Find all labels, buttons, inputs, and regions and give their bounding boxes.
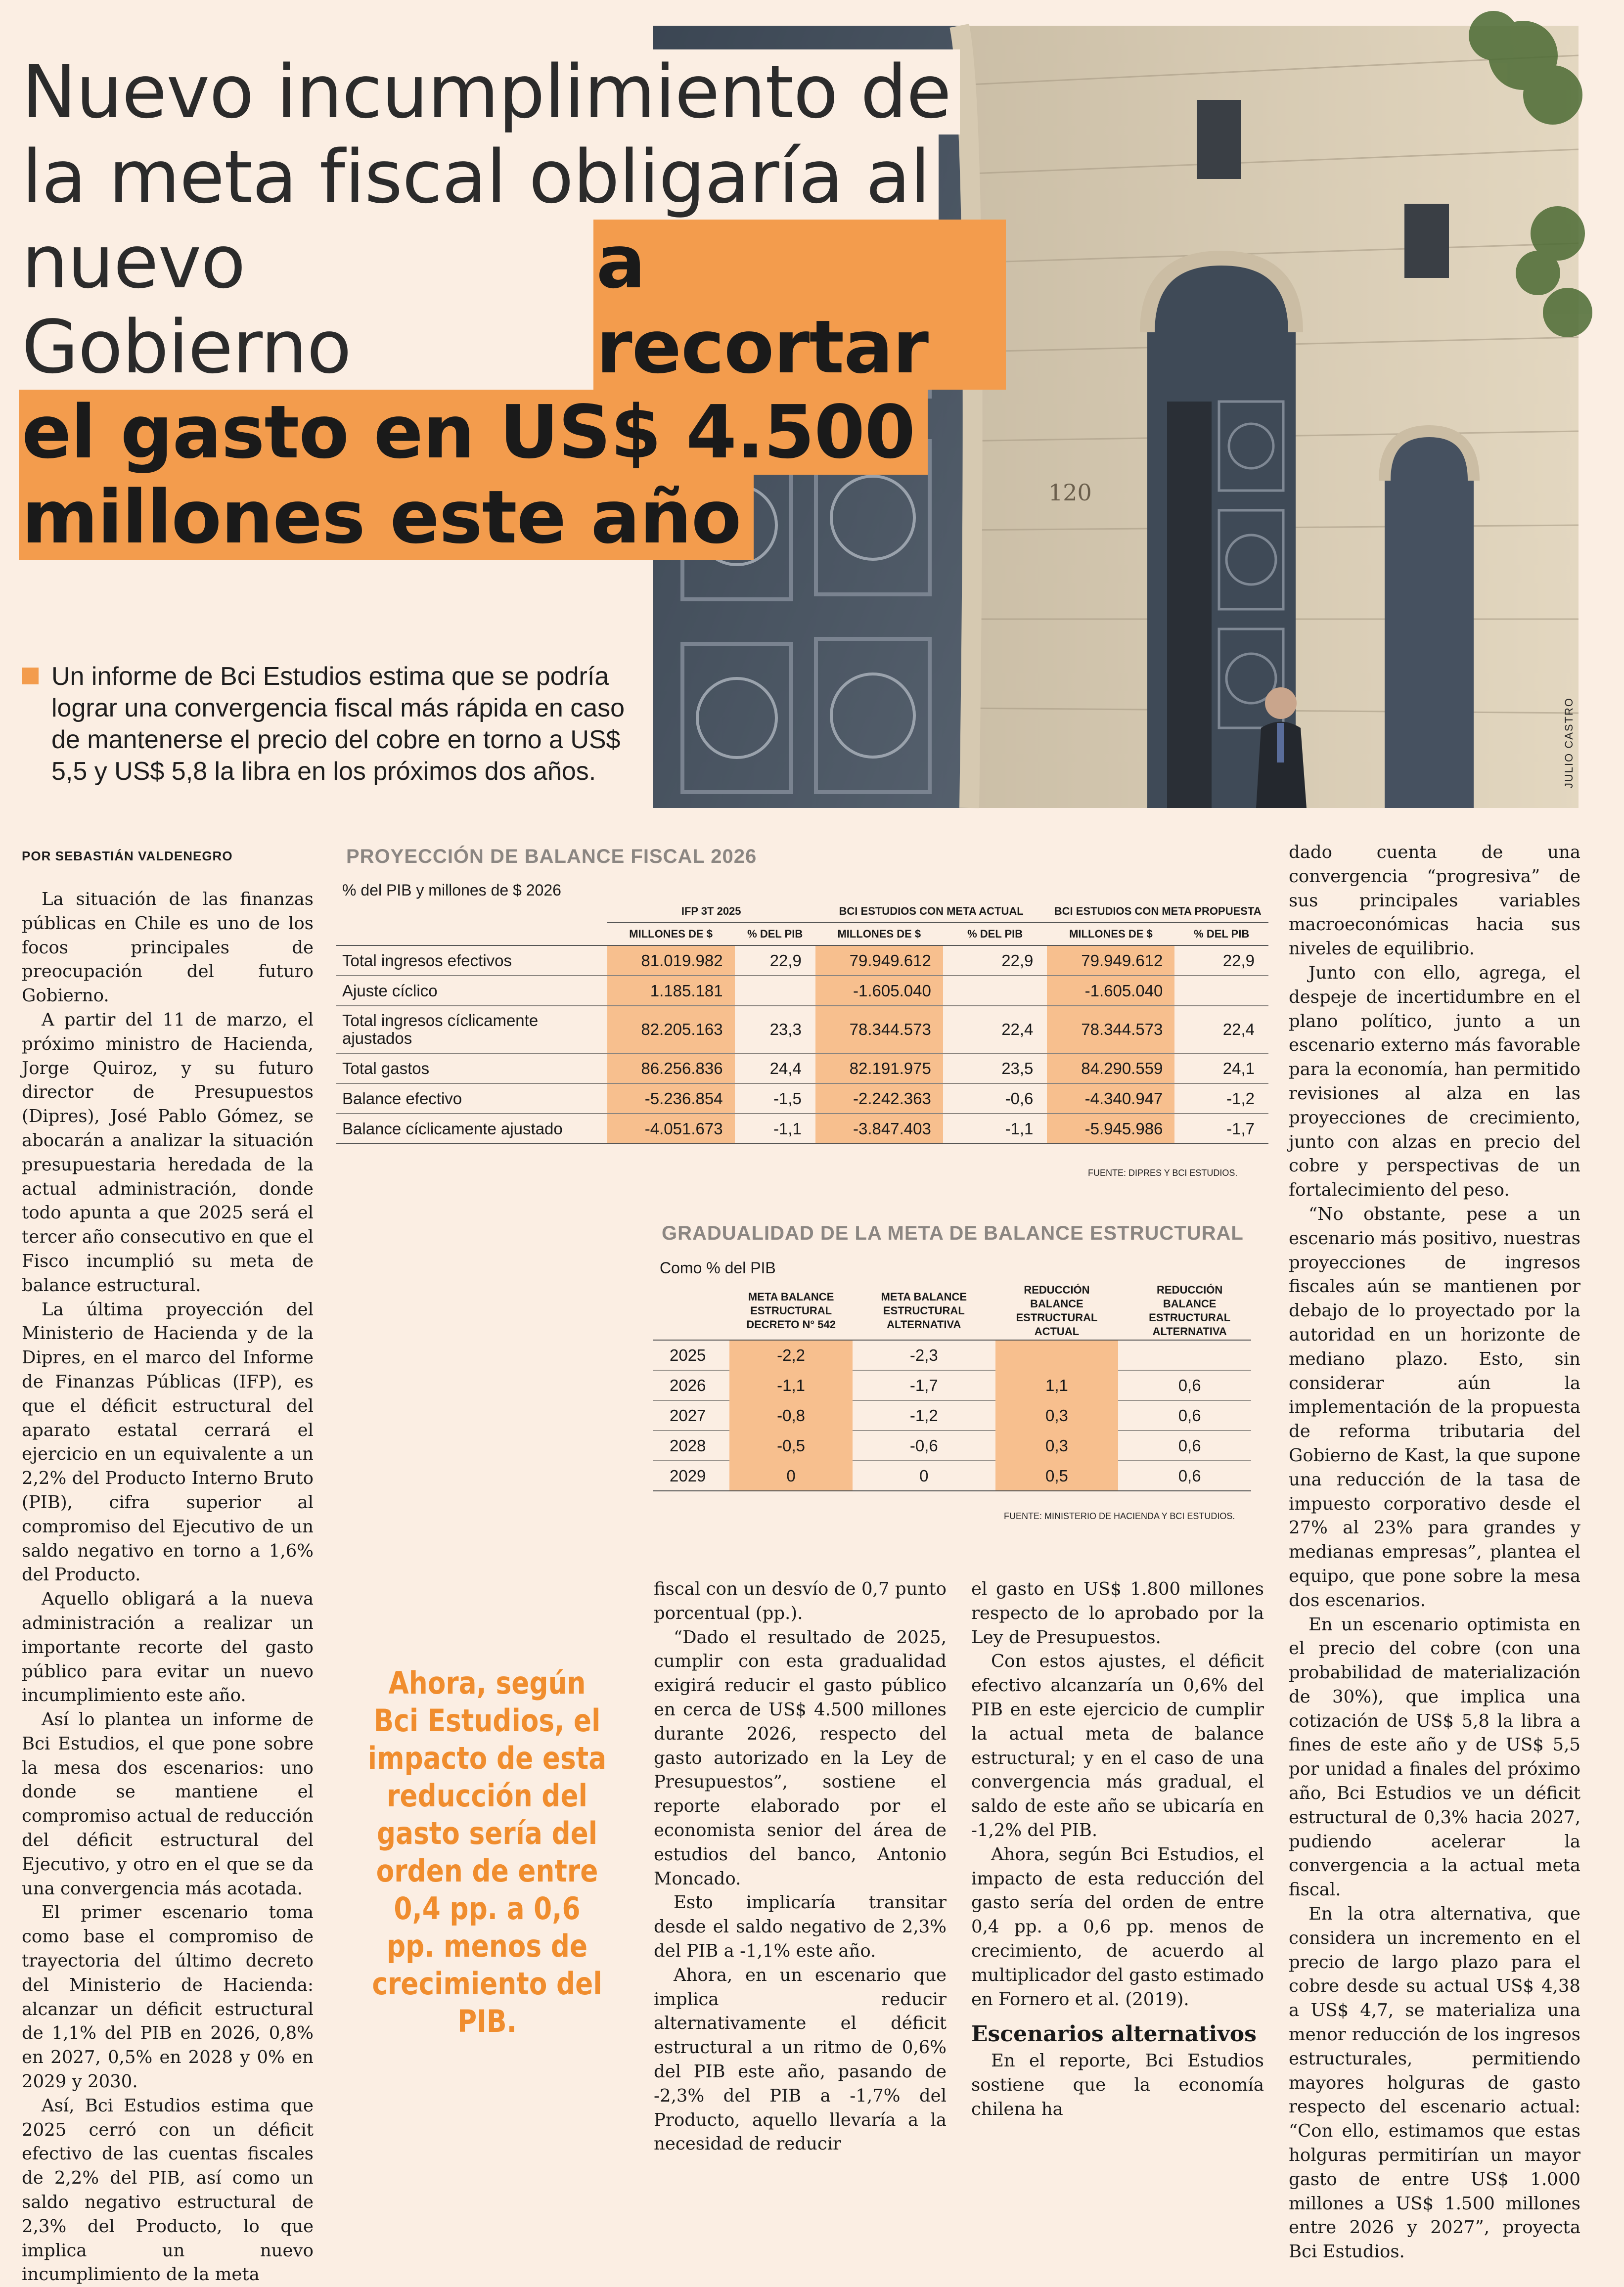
table1-group-header: BCI ESTUDIOS CON META ACTUAL (839, 904, 1024, 917)
table-cell: -1.605.040 (1047, 976, 1174, 1006)
table-cell: 23,5 (943, 1053, 1047, 1083)
door-number: 120 (1048, 479, 1092, 506)
table-cell: 1.185.181 (607, 976, 735, 1006)
table-cell: 22,4 (943, 1006, 1047, 1053)
table-cell (995, 1340, 1119, 1370)
photo-credit: JULIO CASTRO (1563, 697, 1575, 788)
table-cell: 0 (729, 1461, 853, 1491)
headline-line-2: la meta fiscal obligaría al (22, 135, 939, 220)
table-cell (735, 976, 815, 1006)
table-cell: 24,1 (1174, 1053, 1268, 1083)
paragraph: Ahora, en un escenario que implica reducir alternativamente el déficit estructural a un ritmo de 0,6% del PIB este año, pasando de -2,3% del PIB a -1,7% del Producto, aquello llevaría a la necesidad de reducir (654, 1965, 947, 2154)
table-cell (1128, 1340, 1251, 1370)
table-cell: 0,6 (1128, 1461, 1251, 1491)
table-cell: 22,9 (943, 945, 1047, 976)
table-row (336, 945, 1268, 976)
paragraph: “Dado el resultado de 2025, cumplir con esta gradualidad exigirá reducir el gasto público en cerca de US$ 4.500 millones durante 2026, respecto del gasto autorizado en la Ley de Presupuestos”, sostiene el reporte elaborado por el economista senior del área de estudios del banco, Antonio Moncado. (654, 1627, 947, 1889)
table2-column-header: META BALANCE ESTRUCTURAL ALTERNATIVA (881, 1290, 967, 1331)
table-cell: -4.051.673 (607, 1114, 735, 1144)
table-row (336, 1083, 1268, 1114)
headline (22, 49, 1006, 560)
row-label: Total gastos (336, 1053, 607, 1083)
paragraph: Así, Bci Estudios estima que 2025 cerró con un déficit efectivo de las cuentas fiscales de 2,2% del PIB, así como un saldo negativo estructural de 2,3% del Producto, lo que implica un nuevo incumplimiento de la meta (22, 2095, 314, 2285)
table-row (653, 1370, 1251, 1400)
table-cell: 0 (862, 1461, 986, 1491)
table-cell: 0,6 (1128, 1431, 1251, 1461)
year-label: 2028 (653, 1431, 729, 1461)
table2-subtitle: Como % del PIB (660, 1259, 776, 1277)
table-cell: 22,9 (1174, 945, 1268, 976)
table-cell: 23,3 (735, 1006, 815, 1053)
fiscal-balance-table (336, 900, 1268, 1144)
table-cell: 79.949.612 (815, 945, 943, 976)
row-label: Balance efectivo (336, 1083, 607, 1114)
table1-column-header: % DEL PIB (943, 923, 1047, 945)
table-row (653, 1340, 1251, 1370)
year-label: 2029 (653, 1461, 729, 1491)
table1-column-header: MILLONES DE $ (1047, 923, 1174, 945)
table-cell: 22,4 (1174, 1006, 1268, 1053)
table-cell: 84.290.559 (1047, 1053, 1174, 1083)
table-cell: 78.344.573 (1047, 1006, 1174, 1053)
table-cell: -3.847.403 (815, 1114, 943, 1144)
table2-column-header: REDUCCIÓN BALANCE ESTRUCTURAL ALTERNATIVA (1149, 1283, 1231, 1338)
table-cell (943, 976, 1047, 1006)
headline-line-3-plain: nuevo Gobierno (22, 220, 593, 390)
table-cell: -2,2 (729, 1340, 853, 1370)
table-cell (1174, 976, 1268, 1006)
table-cell: 0,5 (995, 1461, 1119, 1491)
table-cell: 0,3 (995, 1400, 1119, 1431)
table-cell: -1.605.040 (815, 976, 943, 1006)
body-column-3 (971, 1577, 1264, 2122)
row-label: Total ingresos efectivos (336, 945, 607, 976)
table-cell: -2,3 (862, 1340, 986, 1370)
table1-column-header: % DEL PIB (735, 923, 815, 945)
table1-subtitle: % del PIB y millones de $ 2026 (342, 881, 561, 899)
table-cell: -5.945.986 (1047, 1114, 1174, 1144)
paragraph: fiscal con un desvío de 0,7 punto porcentual (pp.). (654, 1579, 947, 1623)
table-cell: 82.191.975 (815, 1053, 943, 1083)
headline-highlight-2: el gasto en US$ 4.500 (19, 390, 928, 475)
row-label: Total ingresos cíclicamente ajustados (336, 1006, 607, 1053)
table2-column-header: REDUCCIÓN BALANCE ESTRUCTURAL ACTUAL (1016, 1283, 1098, 1338)
paragraph: En el reporte, Bci Estudios sostiene que la economía chilena ha (971, 2051, 1264, 2119)
table-cell: -1,7 (1174, 1114, 1268, 1144)
subheading: Escenarios alternativos (971, 2021, 1257, 2047)
table2-column-header: META BALANCE ESTRUCTURAL DECRETO N° 542 (746, 1290, 836, 1331)
table1-column-header: MILLONES DE $ (815, 923, 943, 945)
table-cell: 78.344.573 (815, 1006, 943, 1053)
table-cell: -2.242.363 (815, 1083, 943, 1114)
table-cell: -1,2 (1174, 1083, 1268, 1114)
table-row (653, 1400, 1251, 1431)
table-cell: -1,1 (943, 1114, 1047, 1144)
table-cell: 82.205.163 (607, 1006, 735, 1053)
table-cell: 0,6 (1128, 1400, 1251, 1431)
paragraph: La situación de las finanzas públicas en Chile es uno de los focos principales de preocupación del futuro Gobierno. (22, 889, 314, 1006)
paragraph: Así lo plantea un informe de Bci Estudios, el que pone sobre la mesa dos escenarios: uno donde se mantiene el compromiso actual de reducción del déficit estructural del Ejecutivo, y otro en el que se da una convergencia más acotada. (22, 1709, 314, 1899)
table-row (653, 1461, 1251, 1491)
paragraph: En un escenario optimista en el precio del cobre (con una probabilidad de materialización de 30%), que implica una cotización de US$ 5,8 la libra a fines de este año y de US$ 5,5 por unidad a finales del próximo año, Bci Estudios ve un déficit estructural de 0,3% hacia 2027, pudiendo acelerar la convergencia a la actual meta fiscal. (1289, 1614, 1580, 1900)
table-cell: 0,6 (1128, 1370, 1251, 1400)
table-cell: 86.256.836 (607, 1053, 735, 1083)
paragraph: La última proyección del Ministerio de Hacienda y de la Dipres, en el marco del Informe de Finanzas Públicas (IFP), es que el déficit estructural del aparato estatal cerrará el ejercicio en un equivalente a un 2,2% del Producto Interno Bruto (PIB), cifra superior al compromiso del Ejecutivo de un saldo negativo en torno a 1,6% del Producto. (22, 1299, 314, 1585)
table1-group-header: IFP 3T 2025 (681, 904, 741, 917)
table-cell: 79.949.612 (1047, 945, 1174, 976)
table2-title: GRADUALIDAD DE LA META DE BALANCE ESTRUCTURAL (662, 1222, 1244, 1244)
deck (22, 661, 625, 787)
headline-line-1: Nuevo incumplimiento de (22, 49, 960, 135)
paragraph: El primer escenario toma como base el compromiso de trayectoria del último decreto del Ministerio de Hacienda: alcanzar un déficit estructural de 1,1% del PIB en 2026, 0,8% en 2027, 0,5% en 2028 y 0% en 2029 y 2030. (22, 1902, 314, 2092)
paragraph: Aquello obligará a la nueva administración a realizar un importante recorte del gasto público para evitar un nuevo incumplimiento este año. (22, 1589, 314, 1706)
table-cell: 81.019.982 (607, 945, 735, 976)
table-cell: -0,6 (943, 1083, 1047, 1114)
paragraph: Ahora, según Bci Estudios, el impacto de esta reducción del gasto sería del orden de entre 0,4 pp. a 0,6 pp. menos de crecimiento, de acuerdo al multiplicador del gasto estimado en Fornero et al. (2019). (971, 1844, 1264, 2010)
table-row (336, 976, 1268, 1006)
table-cell: -4.340.947 (1047, 1083, 1174, 1114)
row-label: Ajuste cíclico (336, 976, 607, 1006)
table-row (653, 1431, 1251, 1461)
table-cell: -1,1 (729, 1370, 853, 1400)
table-row (336, 1053, 1268, 1083)
year-label: 2027 (653, 1400, 729, 1431)
paragraph: “No obstante, pese a un escenario más positivo, nuestras proyecciones de ingresos fiscales aún se mantienen por debajo de lo proyectado por la autoridad en un horizonte de mediano plazo. Esto, sin considerar aún la implementación de la propuesta de reforma tributaria del Gobierno de Kast, la que supone una reducción de la tasa de impuesto corporativo desde el 27% al 23% para grandes y medianas empresas”, plantea el equipo, que pone sobre la mesa dos escenarios. (1289, 1204, 1580, 1611)
paragraph: dado cuenta de una convergencia “progresiva” de sus principales variables macroeconómicas hacia sus niveles de equilibrio. (1289, 842, 1580, 959)
headline-highlight-3: millones este año (19, 475, 754, 560)
table-cell: -0,8 (729, 1400, 853, 1431)
table1-column-header: MILLONES DE $ (607, 923, 735, 945)
table-row (336, 1114, 1268, 1144)
table-row (336, 1006, 1268, 1053)
year-label: 2025 (653, 1340, 729, 1370)
row-label: Balance cíclicamente ajustado (336, 1114, 607, 1144)
table1-source: FUENTE: DIPRES Y BCI ESTUDIOS. (1088, 1168, 1238, 1178)
structural-balance-table (653, 1282, 1251, 1491)
table1-column-header: % DEL PIB (1174, 923, 1268, 945)
paragraph: En la otra alternativa, que considera un incremento en el precio de largo plazo para el cobre desde su actual US$ 4,38 a US$ 4,7, se materializa una menor reducción de los ingresos estructurales, permitiendo mayores holguras de gasto respecto del escenario actual: “Con ello, estimamos que estas holguras permitirían un mayor gasto de entre US$ 1.000 millones a US$ 1.500 millones entre 2026 y 2027”, proyecta Bci Estudios. (1289, 1904, 1580, 2262)
paragraph: Junto con ello, agrega, el despeje de incertidumbre en el plano político, junto a un escenario externo más favorable para la economía, han permitido revisiones al alza en las proyecciones de crecimiento, junto con alzas en precio del cobre y perspectivas de un fortalecimiento del peso. (1289, 962, 1580, 1201)
year-label: 2026 (653, 1370, 729, 1400)
paragraph: A partir del 11 de marzo, el próximo ministro de Hacienda, Jorge Quiroz, y su futuro director de Presupuestos (Dipres), José Pablo Gómez, se abocarán a analizar la situación presupuestaria heredada de la actual administración, donde todo apunta a que 2025 será el tercer año consecutivo en que el Fisco incumplió su meta de balance estructural. (22, 1009, 314, 1296)
paragraph: Con estos ajustes, el déficit efectivo alcanzaría un 0,6% del PIB en este ejercicio de cumplir la actual meta de balance estructural; y en el caso de una convergencia más gradual, el saldo de este año se ubicaría en -1,2% del PIB. (971, 1651, 1264, 1840)
table2-source: FUENTE: MINISTERIO DE HACIENDA Y BCI ESTUDIOS. (1004, 1511, 1235, 1521)
table-cell: -5.236.854 (607, 1083, 735, 1114)
table-cell: -1,1 (735, 1114, 815, 1144)
deck-text: Un informe de Bci Estudios estima que se podría lograr una convergencia fiscal más rápida en caso de mantenerse el precio del cobre en torno a US$ 5,5 y US$ 5,8 la libra en los próximos dos años. (51, 662, 625, 786)
paragraph: Esto implicaría transitar desde el saldo negativo de 2,3% del PIB a -1,1% este año. (654, 1892, 947, 1961)
table-cell: -1,7 (862, 1370, 986, 1400)
table-cell: 22,9 (735, 945, 815, 976)
table-cell: 1,1 (995, 1370, 1119, 1400)
deck-bullet-square (22, 668, 39, 684)
table1-group-header: BCI ESTUDIOS CON META PROPUESTA (1054, 904, 1262, 917)
body-column-1 (22, 888, 314, 2287)
headline-line-3 (22, 220, 1006, 390)
headline-highlight-1: a recortar (593, 220, 1006, 390)
table-cell: -0,5 (729, 1431, 853, 1461)
paragraph: el gasto en US$ 1.800 millones respecto de lo aprobado por la Ley de Presupuestos. (971, 1579, 1264, 1648)
byline: POR SEBASTIÁN VALDENEGRO (22, 849, 233, 863)
table1-title: PROYECCIÓN DE BALANCE FISCAL 2026 (346, 846, 757, 867)
body-column-4 (1289, 841, 1580, 2264)
table-cell: -1,5 (735, 1083, 815, 1114)
table-cell: -1,2 (862, 1400, 986, 1431)
body-column-2 (654, 1577, 947, 2156)
pull-quote: Ahora, según Bci Estudios, el impacto de esta reducción del gasto sería del orden de entre 0,4 pp. a 0,6 pp. menos de crecimiento del PIB. (367, 1665, 607, 2039)
table-cell: 0,3 (995, 1431, 1119, 1461)
table-cell: 24,4 (735, 1053, 815, 1083)
table-cell: -0,6 (862, 1431, 986, 1461)
